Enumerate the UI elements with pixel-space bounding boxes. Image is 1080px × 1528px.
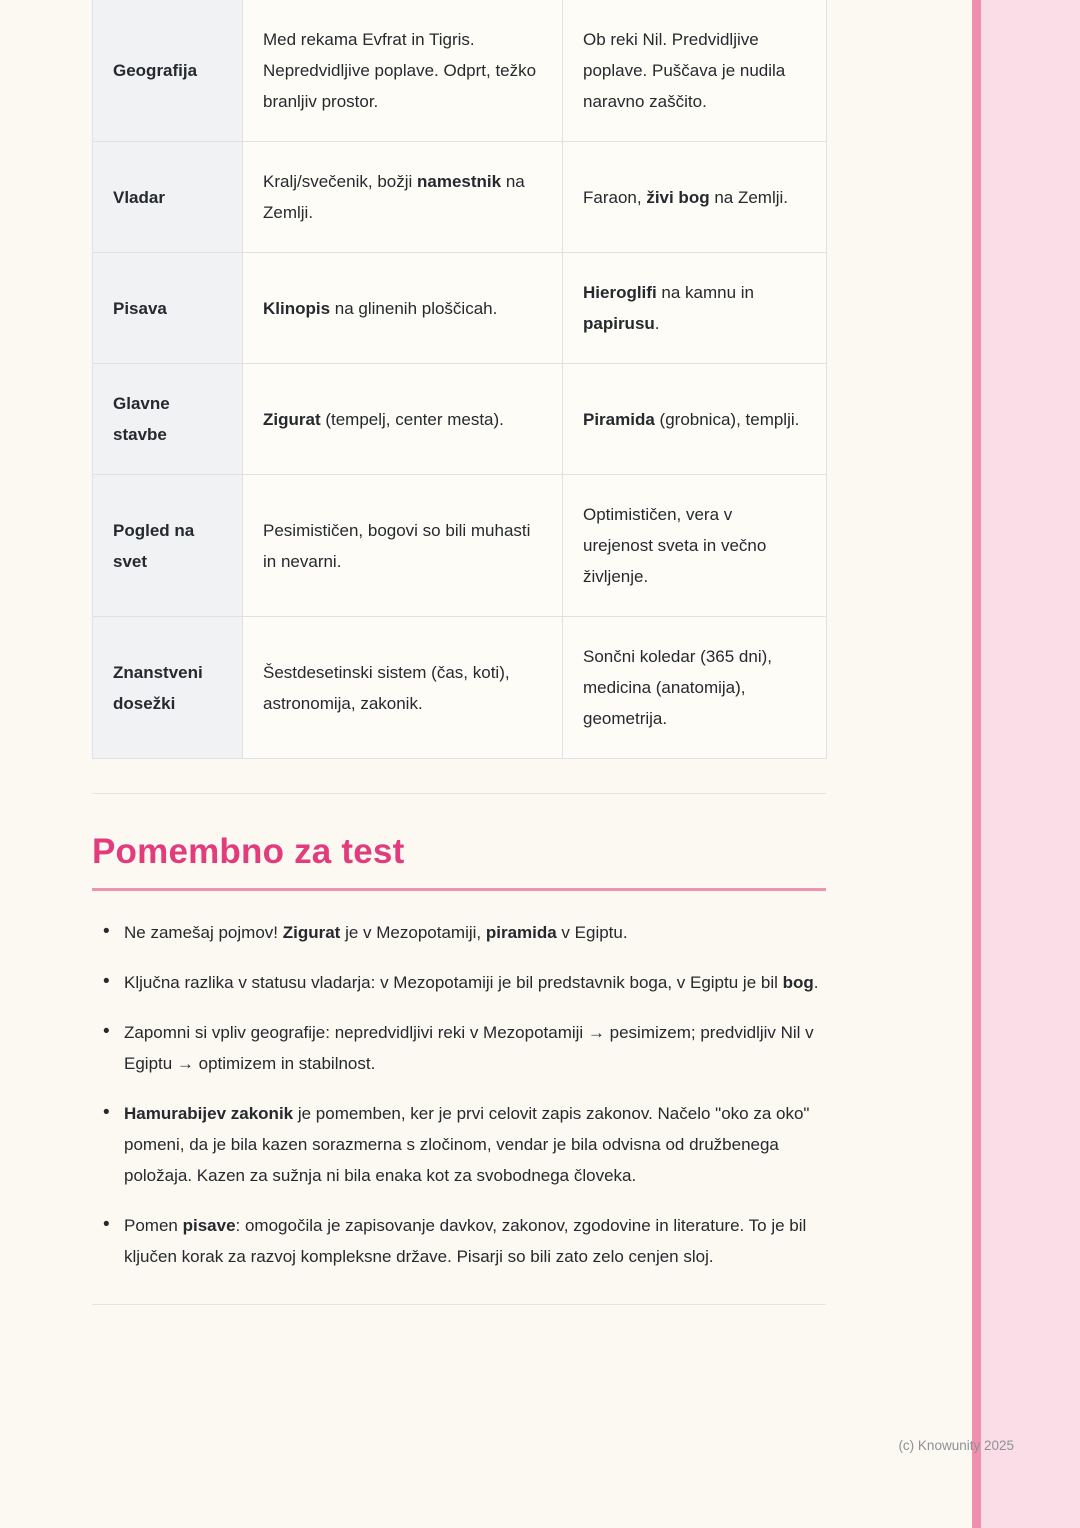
copyright-text: (c) Knowunity 2025 <box>898 1438 1014 1453</box>
value-cell-1 <box>243 0 563 142</box>
bold-text-run: Klinopis <box>263 298 331 318</box>
text-run: Optimističen, vera v urejenost sveta in večno življenje. <box>583 505 767 586</box>
bullet-item <box>124 1210 826 1272</box>
text-run: Zapomni si vpliv geografije: nepredvidljivi reki v Mezopotamiji → pesimizem; predvidljiv Nil v Egiptu → optimizem in stabilnost. <box>124 1023 814 1073</box>
text-run: (grobnica), templji. <box>654 409 800 429</box>
bold-text-run: živi bog <box>646 187 710 207</box>
bold-text-run: namestnik <box>417 172 502 191</box>
accent-band-light <box>981 0 1080 1528</box>
bullet-item <box>124 1017 826 1079</box>
text-run: na kamnu in <box>656 283 755 302</box>
section-divider <box>92 793 826 794</box>
text-run: je v Mezopotamiji, <box>340 923 486 942</box>
table-row <box>93 0 827 142</box>
row-header-cell: Pogled na svet <box>93 475 243 617</box>
text-run: : omogočila je zapisovanje davkov, zakonov, zgodovine in literature. To je bil ključen korak za razvoj kompleksne države. Pisarji so bili zato zelo cenjen sloj. <box>124 1216 807 1266</box>
text-run: je pomemben, ker je prvi celovit zapis zakonov. Načelo "oko za oko" pomeni, da je bila kazen sorazmerna s zločinom, vendar je bila odvisna od družbenega položaja. Kazen za sužnja ni bila enaka kot za svobodnega človeka. <box>124 1104 810 1185</box>
value-cell-2 <box>563 0 827 142</box>
bold-text-run: papirusu <box>583 314 655 333</box>
content-area <box>92 0 826 1305</box>
table-row <box>93 253 827 364</box>
row-header-cell: Glavne stavbe <box>93 364 243 475</box>
bold-text-run: pisave <box>182 1216 236 1235</box>
row-header-cell: Znanstveni dosežki <box>93 617 243 759</box>
bullet-item <box>124 1098 826 1191</box>
value-cell-2 <box>563 364 827 475</box>
text-run: Sončni koledar (365 dni), medicina (anatomija), geometrija. <box>583 647 773 728</box>
value-cell-2 <box>563 475 827 617</box>
comparison-table-body <box>93 0 827 759</box>
value-cell-1 <box>243 364 563 475</box>
bullet-item <box>124 967 826 998</box>
table-row <box>93 475 827 617</box>
bold-text-run: Piramida <box>583 409 655 429</box>
table-row <box>93 364 827 475</box>
accent-stripe-dark <box>972 0 981 1528</box>
text-run: Kralj/svečenik, božji <box>263 172 418 191</box>
row-header-cell: Pisava <box>93 253 243 364</box>
row-header-cell: Vladar <box>93 142 243 253</box>
bullet-item <box>124 917 826 948</box>
text-run: . <box>813 973 819 992</box>
bold-text-run: Hieroglifi <box>583 283 657 302</box>
section-title: Pomembno za test <box>92 832 405 871</box>
text-run: (tempelj, center mesta). <box>320 409 504 429</box>
bold-text-run: piramida <box>485 923 557 942</box>
bullet-list <box>92 917 826 1272</box>
bold-text-run: Zigurat <box>263 409 321 429</box>
text-run: . <box>654 314 660 333</box>
comparison-table <box>92 0 827 759</box>
text-run: Šestdesetinski sistem (čas, koti), astronomija, zakonik. <box>263 662 510 713</box>
value-cell-1 <box>243 253 563 364</box>
value-cell-1 <box>243 617 563 759</box>
text-run: Ne zamešaj pojmov! <box>124 923 283 942</box>
text-run: Ob reki Nil. Predvidljive poplave. Puščava je nudila naravno zaščito. <box>583 30 786 111</box>
text-run: na Zemlji. <box>263 172 525 222</box>
text-run: na glinenih ploščicah. <box>330 298 498 318</box>
bottom-divider <box>92 1304 826 1305</box>
text-run: na Zemlji. <box>709 187 789 207</box>
text-run: Pomen <box>124 1216 183 1235</box>
row-header-cell: Geografija <box>93 0 243 142</box>
text-run: Faraon, <box>583 187 647 207</box>
value-cell-1 <box>243 142 563 253</box>
bold-text-run: Zigurat <box>282 923 341 942</box>
bold-text-run: Hamurabijev zakonik <box>124 1104 294 1123</box>
table-row <box>93 142 827 253</box>
text-run: Ključna razlika v statusu vladarja: v Mezopotamiji je bil predstavnik boga, v Egiptu je bil <box>124 973 783 992</box>
value-cell-1 <box>243 475 563 617</box>
text-run: Med rekama Evfrat in Tigris. Nepredvidljive poplave. Odprt, težko branljiv prostor. <box>263 30 537 111</box>
bold-text-run: bog <box>782 973 814 992</box>
table-row <box>93 617 827 759</box>
text-run: v Egiptu. <box>556 923 628 942</box>
value-cell-2 <box>563 253 827 364</box>
text-run: Pesimističen, bogovi so bili muhasti in nevarni. <box>263 520 531 571</box>
value-cell-2 <box>563 142 827 253</box>
value-cell-2 <box>563 617 827 759</box>
title-underline <box>92 888 826 891</box>
